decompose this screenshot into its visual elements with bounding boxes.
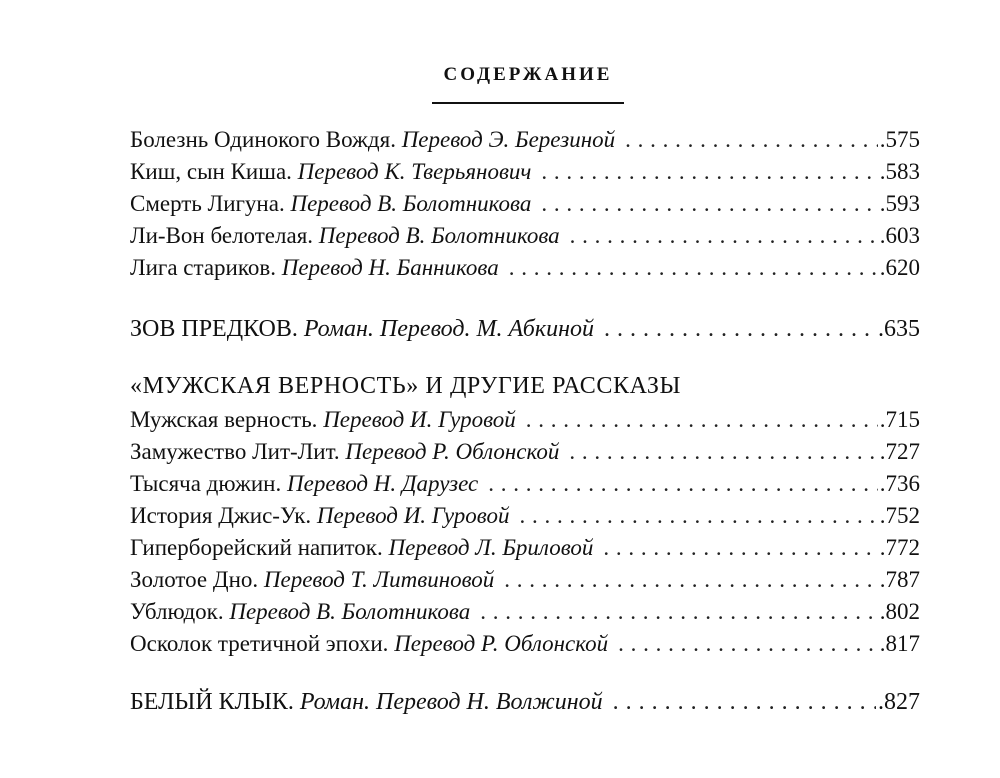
dot-leader (520, 500, 878, 532)
entry-page: .635 (878, 316, 920, 342)
toc-entry[interactable] (130, 596, 920, 628)
entry-page: .727 (879, 439, 920, 464)
entry-translator: Перевод К. Тверьянович (297, 159, 532, 184)
entry-title: ЗОВ ПРЕДКОВ. (130, 316, 298, 342)
toc-group-stories-2 (130, 404, 920, 660)
entry-translator: Перевод И. Гуровой (323, 407, 516, 432)
entry-page: .583 (879, 159, 920, 184)
dot-leader (569, 436, 877, 468)
toc-entry[interactable] (130, 436, 920, 468)
entry-page: .752 (879, 503, 920, 528)
entry-page: .827 (878, 689, 920, 715)
entry-translator: Перевод Т. Литвиновой (263, 567, 495, 592)
entry-page: .817 (879, 631, 920, 656)
toc-entry[interactable] (130, 156, 920, 188)
dot-leader (570, 220, 878, 252)
toc-entry[interactable] (130, 628, 920, 660)
toc-entry[interactable] (130, 252, 920, 284)
toc-group-stories-1 (130, 124, 920, 284)
toc-entry[interactable] (130, 532, 920, 564)
entry-title: Золотое Дно. (130, 567, 259, 592)
entry-translator: Перевод И. Гуровой (316, 503, 510, 528)
entry-page: .787 (879, 567, 920, 592)
toc-novel-white-fang (130, 686, 920, 718)
toc-heading: СОДЕРЖАНИЕ (443, 64, 613, 85)
toc-entry[interactable] (130, 686, 920, 718)
entry-title: Киш, сын Киша. (130, 159, 292, 184)
entry-page: .603 (879, 223, 920, 248)
entry-page: .736 (879, 471, 920, 496)
entry-title: Осколок третичной эпохи. (130, 631, 389, 656)
entry-title: История Джис-Ук. (130, 503, 312, 528)
toc-entry[interactable] (130, 188, 920, 220)
entry-title: Тысяча дюжин. (130, 471, 282, 496)
section-title: «МУЖСКАЯ ВЕРНОСТЬ» И ДРУГИЕ РАССКАЗЫ (130, 373, 682, 399)
entry-title: Смерть Лигуна. (130, 191, 285, 216)
toc-novel-call-of-the-wild (130, 313, 920, 345)
heading-rule (432, 102, 624, 104)
toc-entry[interactable] (130, 564, 920, 596)
entry-translator: Перевод Н. Дарузес (287, 471, 479, 496)
entry-translator: Перевод Р. Облонской (345, 439, 560, 464)
dot-leader (526, 404, 878, 436)
dot-leader (618, 628, 878, 660)
toc-entry[interactable] (130, 468, 920, 500)
entry-translator: Роман. Перевод Н. Волжиной (299, 689, 603, 715)
entry-translator: Роман. Перевод. М. Абкиной (303, 316, 594, 342)
dot-leader (504, 564, 877, 596)
entry-page: .715 (879, 407, 920, 432)
dot-leader (509, 252, 878, 284)
entry-translator: Перевод В. Болотникова (229, 599, 471, 624)
toc-entry[interactable] (130, 313, 920, 345)
dot-leader (480, 596, 878, 628)
entry-title: Мужская верность. (130, 407, 318, 432)
entry-title: Замужество Лит-Лит. (130, 439, 340, 464)
dot-leader (613, 686, 876, 718)
toc-entry[interactable] (130, 220, 920, 252)
entry-title: Лига стариков. (130, 255, 276, 280)
entry-page: .575 (879, 127, 920, 152)
dot-leader (488, 468, 878, 500)
toc-entry[interactable] (130, 500, 920, 532)
entry-title: БЕЛЫЙ КЛЫК. (130, 689, 294, 715)
dot-leader (625, 124, 878, 156)
entry-page: .593 (879, 191, 920, 216)
entry-translator: Перевод Н. Банникова (281, 255, 499, 280)
entry-translator: Перевод Э. Березиной (401, 127, 616, 152)
dot-leader (603, 532, 877, 564)
entry-translator: Перевод Р. Облонской (394, 631, 609, 656)
dot-leader (604, 313, 876, 345)
toc-entry[interactable] (130, 124, 920, 156)
entry-translator: Перевод В. Болотникова (318, 223, 560, 248)
toc-entry[interactable] (130, 404, 920, 436)
entry-title: Болезнь Одинокого Вождя. (130, 127, 396, 152)
entry-page: .772 (879, 535, 920, 560)
entry-translator: Перевод Л. Бриловой (388, 535, 594, 560)
dot-leader (541, 156, 877, 188)
entry-page: .620 (879, 255, 920, 280)
entry-title: Гиперборейский напиток. (130, 535, 383, 560)
entry-page: .802 (879, 599, 920, 624)
entry-title: Ублюдок. (130, 599, 224, 624)
toc-section-heading (130, 368, 920, 404)
dot-leader (541, 188, 877, 220)
entry-translator: Перевод В. Болотникова (290, 191, 532, 216)
entry-title: Ли-Вон белотелая. (130, 223, 314, 248)
